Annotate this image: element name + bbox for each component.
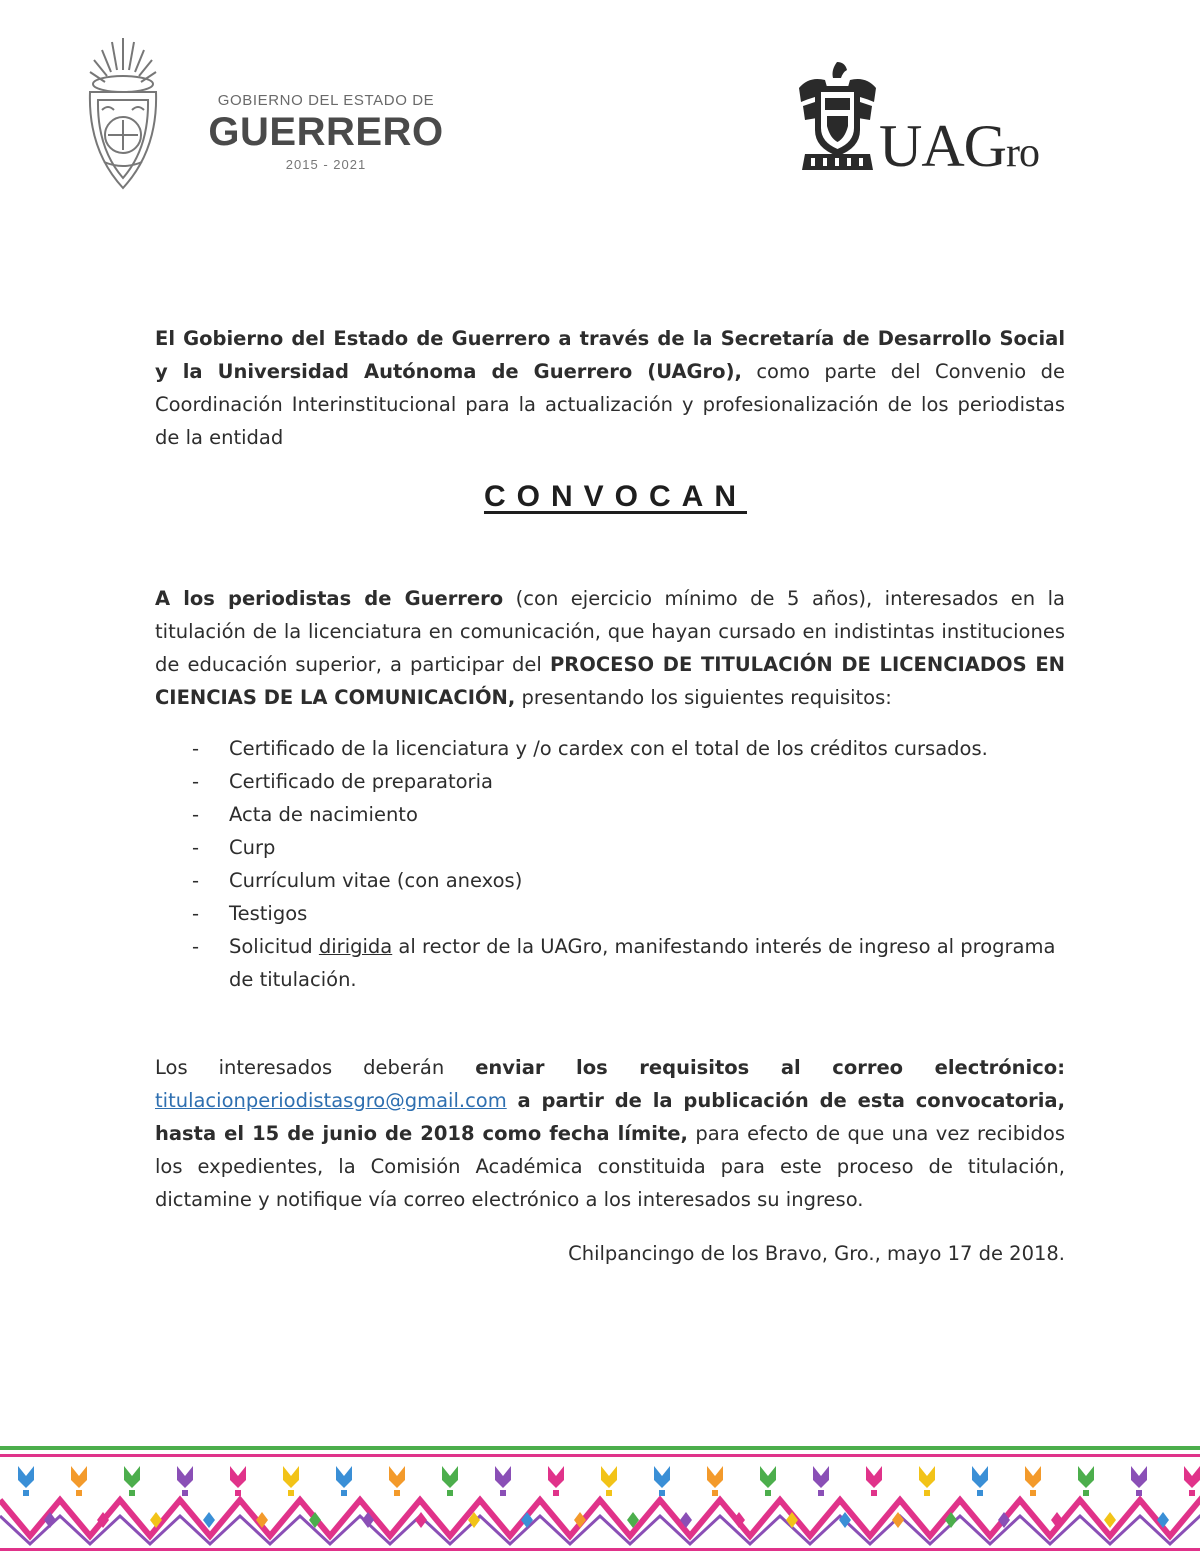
announcement-body bbox=[155, 322, 1065, 1216]
uagro-logo bbox=[795, 58, 1105, 178]
requirement-text: Testigos bbox=[229, 902, 308, 925]
uagro-wordmark bbox=[879, 113, 1039, 183]
uagro-name-small: ro bbox=[1006, 130, 1039, 176]
email-link[interactable]: titulacionperiodistasgro@gmail.com bbox=[155, 1089, 507, 1112]
requirement-text-underlined: dirigida bbox=[318, 935, 393, 958]
instructions-text2: para efecto de que una vez recibidos los expedientes, la Comisión Académica constituida para este proceso de titulación, dictamine y notifique vía correo electrónico a los interesados su ingreso. bbox=[155, 1122, 1065, 1211]
uagro-name-main: UAG bbox=[879, 113, 1006, 179]
requirement-text: Certificado de preparatoria bbox=[229, 770, 493, 793]
intro-paragraph bbox=[155, 322, 1065, 454]
call-program-name: PROCESO DE TITULACIÓN DE LICENCIADOS EN CIENCIAS DE LA COMUNICACIÓN, bbox=[155, 653, 1065, 709]
list-dash: - bbox=[192, 803, 200, 826]
requirement-text-post: al rector de la UAGro, manifestando interés de ingreso al programa de titulación. bbox=[229, 935, 1056, 991]
list-dash: - bbox=[192, 770, 200, 793]
gov-line1: GOBIERNO DEL ESTADO DE bbox=[217, 92, 435, 109]
list-dash: - bbox=[192, 737, 200, 760]
embroidery-pattern bbox=[0, 1446, 1200, 1551]
instructions-bold2: a partir de la publicación de esta convocatoria, hasta el 15 de junio de 2018 como fecha límite, bbox=[155, 1089, 1065, 1145]
call-text1: (con ejercicio mínimo de 5 años), interesados en la titulación de la licenciatura en comunicación, que hayan cursado en indistintas instituciones de educación superior, a participar del bbox=[155, 587, 1065, 676]
embroidery-border-band bbox=[0, 1440, 1200, 1560]
guerrero-coat-of-arms-icon bbox=[78, 30, 168, 195]
list-item bbox=[155, 897, 1065, 930]
list-item bbox=[155, 930, 1065, 996]
list-item bbox=[155, 732, 1065, 765]
list-item bbox=[155, 864, 1065, 897]
place-and-date: Chilpancingo de los Bravo, Gro., mayo 17 de 2018. bbox=[568, 1242, 1065, 1265]
list-item bbox=[155, 798, 1065, 831]
requirement-text: Acta de nacimiento bbox=[229, 803, 418, 826]
requirements-list bbox=[155, 732, 1065, 996]
list-item bbox=[155, 765, 1065, 798]
requirement-text: Certificado de la licenciatura y /o cardex con el total de los créditos cursados. bbox=[229, 737, 988, 760]
instructions-text1: Los interesados deberán bbox=[155, 1056, 476, 1079]
instructions-paragraph bbox=[155, 1051, 1065, 1216]
instructions-bold1: enviar los requisitos al correo electrónico: bbox=[475, 1056, 1065, 1079]
requirement-text: Curp bbox=[229, 836, 276, 859]
requirement-text-pre: Solicitud bbox=[229, 935, 319, 958]
gobierno-guerrero-wordmark bbox=[206, 92, 446, 172]
requirement-text: Currículum vitae (con anexos) bbox=[229, 869, 523, 892]
gov-years: 2015 - 2021 bbox=[285, 157, 367, 172]
intro-bold: El Gobierno del Estado de Guerrero a través de la Secretaría de Desarrollo Social y la Universidad Autónoma de Guerrero (UAGro), bbox=[155, 327, 1065, 383]
intro-normal: como parte del Convenio de Coordinación Interinstitucional para la actualización y profesionalización de los periodistas de la entidad bbox=[155, 360, 1066, 449]
call-bold-start: A los periodistas de Guerrero bbox=[155, 587, 504, 610]
list-item bbox=[155, 831, 1065, 864]
call-paragraph bbox=[155, 582, 1065, 714]
list-dash: - bbox=[192, 935, 200, 958]
letterhead bbox=[0, 0, 1200, 240]
gobierno-guerrero-logo bbox=[78, 30, 458, 200]
list-dash: - bbox=[192, 836, 200, 859]
title-convocan bbox=[155, 480, 1065, 516]
list-dash: - bbox=[192, 869, 200, 892]
uagro-eagle-shield-icon bbox=[795, 58, 880, 173]
list-dash: - bbox=[192, 902, 200, 925]
gov-state-name: GUERRERO bbox=[208, 110, 444, 154]
call-text2: presentando los siguientes requisitos: bbox=[515, 686, 892, 709]
title-text: CONVOCAN bbox=[483, 480, 747, 513]
